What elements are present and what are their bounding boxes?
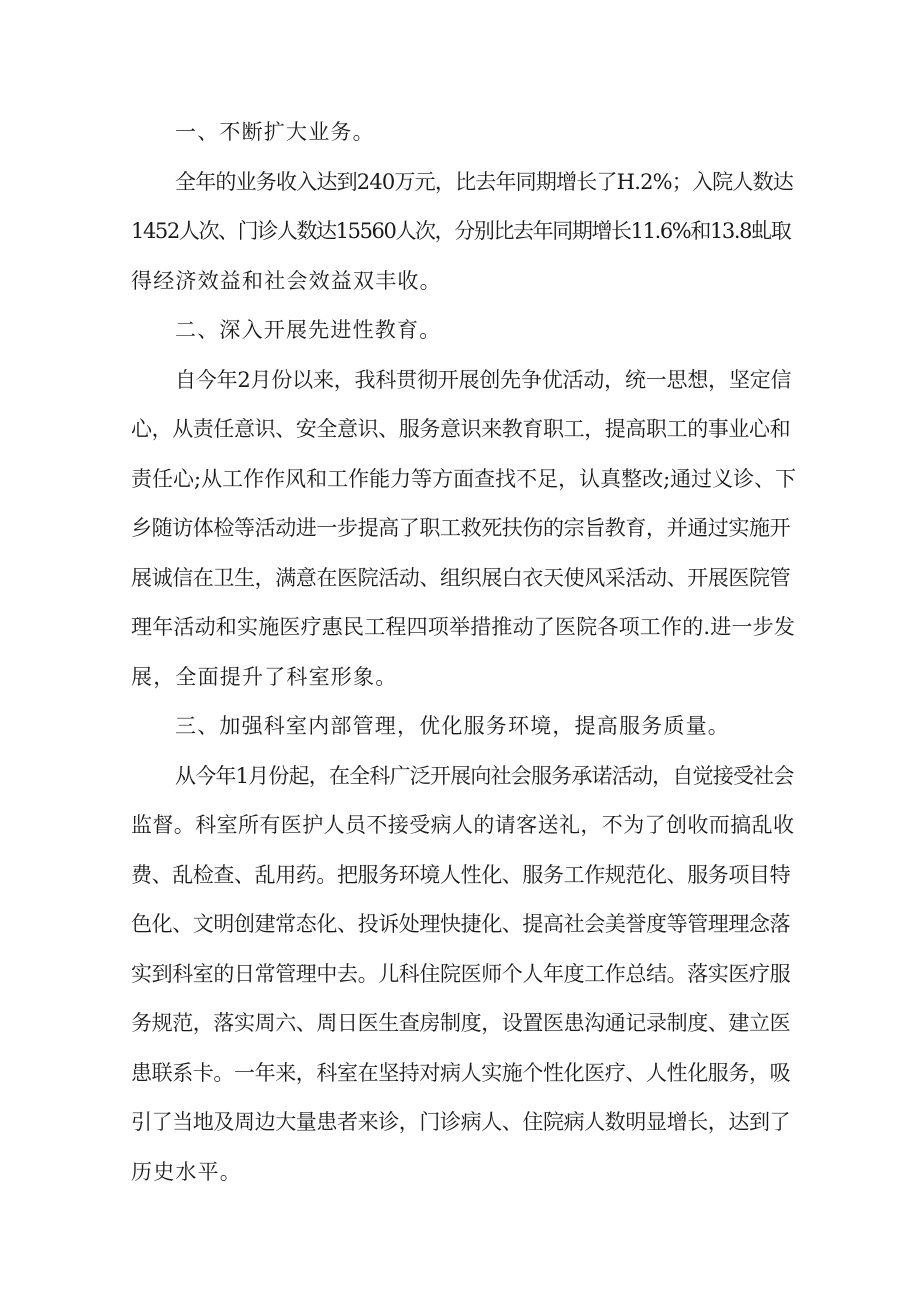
text-line: 全年的业务收入达到240万元，比去年同期增长了H.2%；入院人数达 — [175, 169, 793, 194]
paragraph-management — [131, 752, 796, 1198]
section-heading-1 — [131, 108, 796, 158]
text-line: 引了当地及周边大量患者来诊，门诊病人、住院病人数明显增长，达到了 — [131, 1110, 791, 1134]
section-heading-2 — [131, 306, 796, 356]
text-line: 心，从责任意识、安全意识、服务意识来教育职工，提高职工的事业心和 — [131, 417, 791, 441]
text-line: 色化、文明创建常态化、投诉处理快捷化、提高社会美誉度等管理理念落 — [131, 912, 791, 936]
text-line: 二、深入开展先进性教育。 — [175, 318, 442, 342]
text-line: 得经济效益和社会效益双丰收。 — [131, 268, 442, 293]
text-line: 一、不断扩大业务。 — [175, 120, 375, 144]
text-line: 1452人次、门诊人数达15560人次，分别比去年同期增长11.6%和13.8虬取 — [131, 219, 791, 243]
text-line: 自今年2月份以来，我科贯彻开展创先争优活动，统一思想，坚定信 — [175, 367, 792, 392]
text-line: 三、加强科室内部管理，优化服务环境，提高服务质量。 — [175, 714, 730, 738]
document-body — [131, 108, 796, 1197]
text-line: 展诚信在卫生，满意在医院活动、组织展白衣天使风采活动、开展医院管 — [131, 565, 791, 590]
text-line: 乡随访体检等活动进一步提高了职工救死扶伤的宗旨教育，并通过实施开 — [131, 516, 791, 540]
section-heading-3 — [131, 702, 796, 752]
text-line: 从今年1月份起，在全科广泛开展向社会服务承诺活动，自觉接受社会 — [175, 763, 794, 788]
text-line: 务规范，落实周六、周日医生查房制度，设置医患沟通记录制度、建立医 — [131, 1011, 791, 1035]
text-line: 历史水平。 — [131, 1159, 242, 1184]
text-line: 监督。科室所有医护人员不接受病人的请客送礼，不为了创收而搞乱收 — [131, 813, 795, 837]
text-line: 患联系卡。一年来，科室在坚持对病人实施个性化医疗、人性化服务，吸 — [131, 1060, 791, 1085]
paragraph-business — [131, 158, 796, 307]
text-line: 理年活动和实施医疗惠民工程四项举措推动了医院各项工作的.进一步发 — [131, 615, 796, 639]
text-line: 责任心;从工作作风和工作能力等方面查找不足，认真整改;通过义诊、下 — [131, 466, 797, 491]
text-line: 展，全面提升了科室形象。 — [131, 664, 398, 689]
text-line: 费、乱检查、乱用药。把服务环境人性化、服务工作规范化、服务项目特 — [131, 862, 791, 887]
text-line: 实到科室的日常管理中去。儿科住院医师个人年度工作总结。落实医疗服 — [131, 961, 791, 986]
paragraph-education — [131, 356, 796, 703]
